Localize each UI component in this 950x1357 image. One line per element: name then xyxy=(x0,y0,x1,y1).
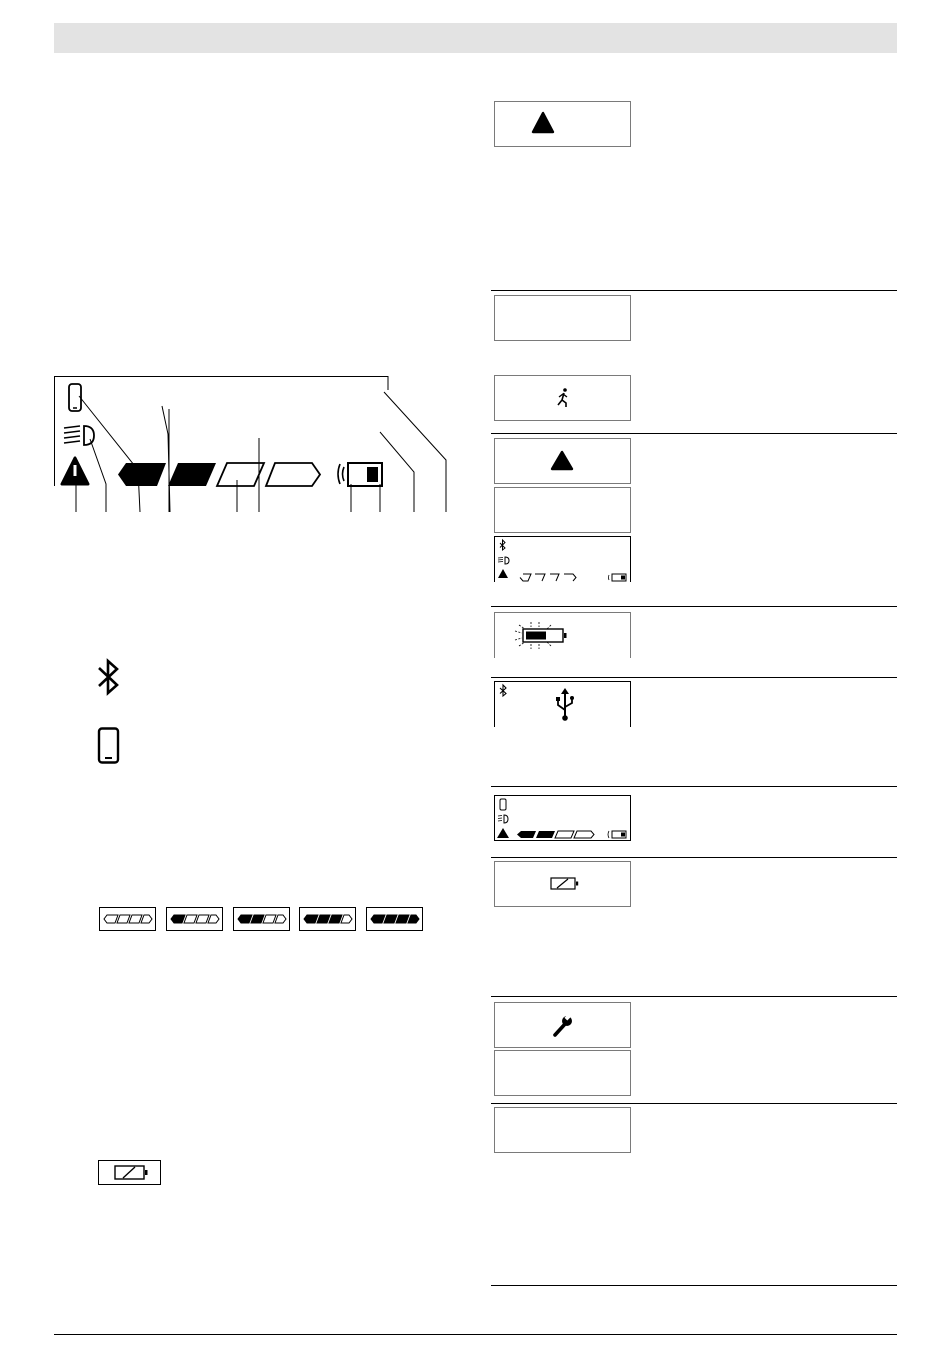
smartphone-icon xyxy=(69,384,81,411)
warning-icon xyxy=(498,569,508,578)
row-divider xyxy=(491,433,897,434)
warning-icon xyxy=(495,439,630,483)
display-blank xyxy=(494,295,631,341)
warning-icon xyxy=(62,458,88,484)
battery-error-icon xyxy=(99,1161,160,1184)
display-bluetooth-usb xyxy=(494,681,631,727)
light-icon xyxy=(64,426,94,445)
assist-level-bar xyxy=(118,463,320,486)
light-icon xyxy=(498,557,509,564)
page-footer-rule xyxy=(54,1334,897,1335)
smartphone-icon xyxy=(500,799,506,810)
bluetooth-icon xyxy=(96,658,122,696)
usb-icon xyxy=(556,688,574,721)
smartphone-icon xyxy=(96,727,122,765)
row-divider xyxy=(491,1285,897,1286)
display-battery-charging xyxy=(494,612,631,658)
battery-icon xyxy=(338,463,382,486)
battery-error-icon xyxy=(495,862,630,906)
callout-lines xyxy=(76,392,446,512)
display-warning xyxy=(494,101,631,147)
battery-icon xyxy=(609,574,627,581)
row-divider xyxy=(491,1103,897,1104)
warning-icon xyxy=(495,102,630,146)
assist-level-bar xyxy=(520,574,576,581)
row-divider xyxy=(491,786,897,787)
battery-level-2 xyxy=(233,907,290,931)
wrench-icon xyxy=(495,1003,630,1047)
walk-assist-icon xyxy=(495,376,630,420)
page-header-bar xyxy=(54,23,897,53)
battery-error-display xyxy=(98,1160,161,1185)
display-full-assist xyxy=(494,795,631,841)
row-divider xyxy=(491,290,897,291)
battery-charging-flash xyxy=(495,613,630,659)
battery-level-0 xyxy=(99,907,156,931)
display-full-warning xyxy=(494,536,631,582)
row-divider xyxy=(491,996,897,997)
display-walk-assist xyxy=(494,375,631,421)
bluetooth-icon xyxy=(500,685,506,696)
battery-level-3 xyxy=(299,907,356,931)
display-warning xyxy=(494,438,631,484)
warning-icon xyxy=(497,828,509,838)
display-blank xyxy=(494,1107,631,1153)
light-icon xyxy=(498,815,508,823)
display-blank xyxy=(494,487,631,533)
assist-level-bar xyxy=(517,831,594,838)
row-divider xyxy=(491,606,897,607)
row-divider xyxy=(491,857,897,858)
battery-icon xyxy=(608,831,626,838)
battery-level-1 xyxy=(166,907,223,931)
row-divider xyxy=(491,677,897,678)
display-battery-error xyxy=(494,861,631,907)
display-service xyxy=(494,1002,631,1048)
display-blank xyxy=(494,1050,631,1096)
battery-level-4 xyxy=(366,907,423,931)
display-overview-figure xyxy=(54,376,454,512)
bluetooth-icon xyxy=(500,540,505,550)
